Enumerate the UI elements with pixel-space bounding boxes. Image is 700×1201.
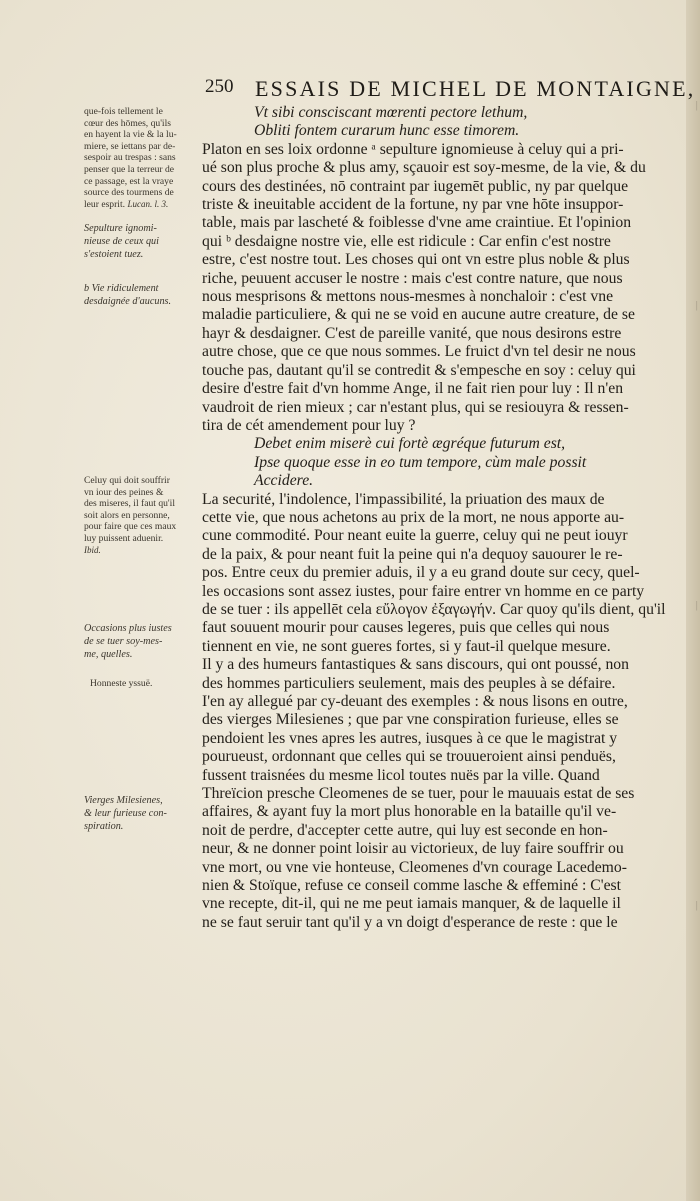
- text-line: cune commodité. Pour neant euite la guerre, celuy qui ne peut iouyr: [202, 527, 628, 545]
- text-line: tiennent en vie, ne sont gueres fortes, si y faut-il quelque mesure.: [202, 637, 611, 655]
- margin-note-honneste: [84, 678, 208, 690]
- text-line: des hommes particuliers seulement, mais des peuples à se défaire.: [202, 674, 616, 692]
- margin-note-line: s'estoient tuez.: [84, 249, 144, 260]
- margin-note-line: de se tuer soy-mes-: [84, 636, 163, 647]
- margin-note-line: que-fois tellement le: [84, 106, 163, 117]
- margin-note-line: Honneste yssuë.: [90, 678, 153, 689]
- margin-note-line: ce passage, est la vraye: [84, 175, 174, 187]
- margin-note-line: vn iour des peines &: [84, 486, 164, 498]
- margin-note-vierges: [84, 794, 202, 833]
- text-line: ué son plus proche & plus amy, sçauoir est soy-mesme, de la vie, & du: [202, 159, 646, 177]
- text-line: vne mort, ou vne vie honteuse, Cleomenes d'vn courage Lacedemo-: [202, 858, 627, 876]
- text-line: qui ᵇ desdaigne nostre vie, elle est ridicule : Car enfin c'est nostre: [202, 232, 611, 250]
- text-line: ne se faut seruir tant qu'il y a vn doigt d'esperance de reste : que le: [202, 913, 618, 931]
- text-line: neur, & ne donner point loisir au victorieux, de luy faire souffrir ou: [202, 840, 624, 858]
- margin-note-vie-ridicule: [84, 282, 202, 308]
- margin-note-line: b Vie ridiculement: [84, 283, 159, 294]
- margin-note-line: nieuse de ceux qui: [84, 236, 159, 247]
- margin-note-line: me, quelles.: [84, 649, 133, 660]
- margin-note-line: [84, 199, 202, 211]
- margin-note-line: Occasions plus iustes: [84, 623, 172, 634]
- text-line: hayr & desdaigner. C'est de pareille vanité, que nous desirons estre: [202, 324, 622, 342]
- text-line: fussent traisnées du mesme licol toutes nuës par la ville. Quand: [202, 766, 600, 784]
- bleed-mark: |: [695, 600, 698, 611]
- text-line: pendoient les vnes apres les autres, iusques à ce que le magistrat y: [202, 729, 618, 747]
- margin-note-line: desdaignée d'aucuns.: [84, 296, 172, 307]
- bleed-mark: |: [695, 100, 698, 111]
- margin-note-line: luy puissent aduenir.: [84, 532, 164, 544]
- text-line: de se tuer : ils appellēt cela εὔλογον ἐξαγωγήν. Car quoy qu'ils dient, qu'il: [202, 600, 666, 618]
- margin-note-line: sespoir au trespas : sans: [84, 152, 176, 164]
- text-line: triste & ineuitable accident de la fortune, ny par vne hōte insuppor-: [202, 196, 624, 214]
- margin-note-line: miere, se iettans par de-: [84, 140, 176, 152]
- text-line: cours des destinées, nō contraint par iugemēt public, ny par quelque: [202, 177, 629, 195]
- margin-note-line: des miseres, il faut qu'il: [84, 498, 175, 510]
- margin-note-occasions: [84, 622, 202, 661]
- margin-note-text: leur esprit.: [84, 198, 126, 210]
- margin-note-line: spiration.: [84, 821, 124, 832]
- text-line: Platon en ses loix ordonne ᵃ sepulture ignomieuse à celuy qui a pri-: [202, 140, 624, 158]
- page-header: [205, 76, 696, 102]
- text-line: nous mesprisons & mettons nous-mesmes à nonchaloir : c'est vne: [202, 288, 614, 306]
- text-line: pourueust, ordonnant que celles qui se trouueroient ainsi penduës,: [202, 748, 616, 766]
- text-line: autre chose, que ce que nous sommes. Le fruict d'vn tel desir ne nous: [202, 343, 636, 361]
- text-line: I'en ay allegué par cy-deuant des exemples : & nous lisons en outre,: [202, 693, 628, 710]
- verse-line: Vt sibi consciscant mœrenti pectore lethum,: [254, 104, 528, 121]
- margin-note-line: & leur furieuse con-: [84, 808, 167, 819]
- text-line: de la paix, & pour neant fuit la peine qui n'a dequoy sauourer le re-: [202, 545, 623, 563]
- text-line: La securité, l'indolence, l'impassibilité, la priuation des maux de: [202, 490, 605, 508]
- text-line: Threïcion presche Cleomenes de se tuer, pour le mauuais estat de ses: [202, 785, 635, 803]
- text-line: affaires, & ayant fuy la mort plus honorable en la bataille qu'il ve-: [202, 803, 617, 821]
- margin-note-despair: [84, 106, 202, 210]
- margin-note-line: Vierges Milesienes,: [84, 795, 163, 806]
- text-line: noit de perdre, d'accepter cette autre, qui luy est seconde en hon-: [202, 821, 608, 839]
- verse-line: Obliti fontem curarum hunc esse timorem.: [254, 122, 520, 140]
- text-line: pos. Entre ceux du premier aduis, il y a eu grand doute sur cecy, quel-: [202, 564, 640, 582]
- text-line: nien & Stoïque, refuse ce conseil comme lasche & effeminé : C'est: [202, 877, 621, 895]
- text-line: touche pas, dautant qu'il se contredit & s'empesche en soy : celuy qui: [202, 361, 636, 379]
- text-line: cette vie, que nous achetons au prix de la mort, ne nous apporte au-: [202, 508, 625, 526]
- citation-ref: Lucan. l. 3.: [127, 198, 169, 209]
- margin-note-line: Sepulture ignomi-: [84, 223, 157, 234]
- margin-note-line: cœur des hōmes, qu'ils: [84, 117, 171, 129]
- text-line: tira de cét amendement pour luy ?: [202, 416, 416, 434]
- text-line: faut souuent mourir pour causes legeres, puis que celles qui nous: [202, 619, 610, 637]
- verse-line: Debet enim miserè cui fortè ægréque futurum est,: [254, 435, 566, 453]
- citation-ref: Ibid.: [84, 544, 101, 555]
- main-text: [202, 104, 686, 932]
- text-line: vaudroit de rien mieux ; car n'estant plus, qui se resiouyra & ressen-: [202, 398, 629, 416]
- bleed-mark: |: [695, 300, 698, 311]
- bleed-mark: |: [695, 900, 698, 911]
- verse-line: Ipse quoque esse in eo tum tempore, cùm male possit: [254, 453, 587, 471]
- text-line: table, mais par lascheté & foiblesse d'vne ame craintiue. Et l'opinion: [202, 214, 632, 232]
- text-line: Il y a des humeurs fantastiques & sans discours, qui ont poussé, non: [202, 656, 629, 674]
- text-line: vne recepte, dit-il, qui ne me peut iamais manquer, & de laquelle il: [202, 895, 621, 913]
- margin-note-line: Celuy qui doit souffrir: [84, 475, 170, 486]
- margin-note-sepulture: [84, 222, 202, 261]
- margin-note-line: en hayent la vie & la lu-: [84, 129, 177, 141]
- text-line: maladie particuliere, & qui ne se void en aucune autre creature, de se: [202, 306, 635, 324]
- text-line: estre, c'est nostre tout. Les choses qui ont vn estre plus noble & plus: [202, 251, 630, 269]
- page-number: 250: [205, 76, 234, 97]
- verse-line: Accidere.: [254, 472, 314, 490]
- text-line: des vierges Milesienes ; que par vne conspiration furieuse, elles se: [202, 711, 619, 729]
- margin-note-line: pour faire que ces maux: [84, 521, 177, 533]
- margin-note-line: soit alors en personne,: [84, 509, 170, 521]
- margin-note-line: penser que la terreur de: [84, 163, 175, 175]
- text-line: desire d'estre fait d'vn homme Ange, il ne fait rien pour luy : Il n'en: [202, 380, 624, 398]
- margin-note-line: source des tourmens de: [84, 187, 174, 199]
- text-line: les occasions sont assez iustes, pour faire entrer vn homme en ce party: [202, 582, 645, 600]
- running-head: ESSAIS DE MICHEL DE MONTAIGNE,: [255, 76, 696, 101]
- margin-note-souffrir: [84, 475, 202, 556]
- text-line: riche, peuuent accuser le nostre : mais c'est contre nature, que nous: [202, 269, 623, 287]
